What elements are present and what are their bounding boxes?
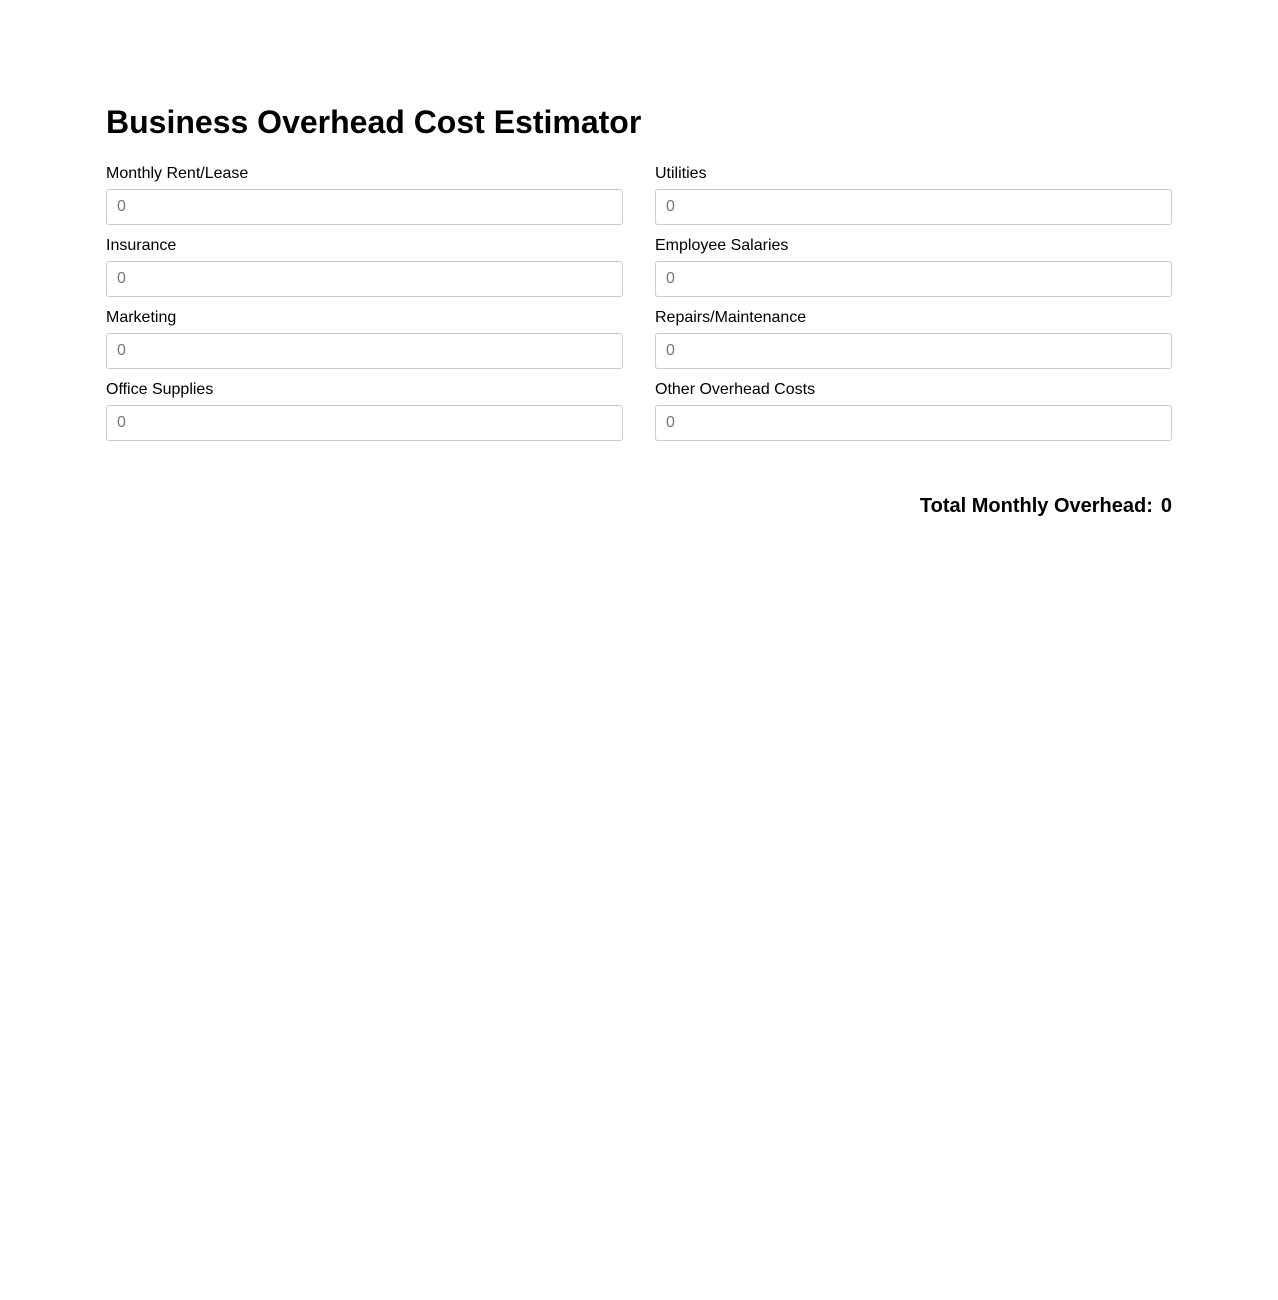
office-supplies-label: Office Supplies <box>106 381 214 398</box>
utilities-input[interactable] <box>655 189 1172 225</box>
insurance-input[interactable] <box>106 261 623 297</box>
repairs-maintenance-label: Repairs/Maintenance <box>655 309 807 326</box>
total-value: 0 <box>1160 495 1172 517</box>
field-insurance <box>106 237 623 297</box>
other-overhead-label: Other Overhead Costs <box>655 381 816 398</box>
field-employee-salaries <box>655 237 1172 297</box>
utilities-label: Utilities <box>655 165 707 182</box>
employee-salaries-input[interactable] <box>655 261 1172 297</box>
other-overhead-input[interactable] <box>655 405 1172 441</box>
cost-fields-grid <box>106 165 1172 441</box>
field-repairs-maintenance <box>655 309 1172 369</box>
field-utilities <box>655 165 1172 225</box>
field-monthly-rent <box>106 165 623 225</box>
monthly-rent-input[interactable] <box>106 189 623 225</box>
repairs-maintenance-input[interactable] <box>655 333 1172 369</box>
marketing-label: Marketing <box>106 309 177 326</box>
total-monthly-overhead <box>106 494 1172 518</box>
field-marketing <box>106 309 623 369</box>
field-other-overhead <box>655 381 1172 441</box>
field-office-supplies <box>106 381 623 441</box>
monthly-rent-label: Monthly Rent/Lease <box>106 165 249 182</box>
page-title: Business Overhead Cost Estimator <box>106 104 642 140</box>
total-label: Total Monthly Overhead: <box>919 495 1153 517</box>
marketing-input[interactable] <box>106 333 623 369</box>
office-supplies-input[interactable] <box>106 405 623 441</box>
insurance-label: Insurance <box>106 237 177 254</box>
employee-salaries-label: Employee Salaries <box>655 237 789 254</box>
estimator-container <box>106 100 1172 518</box>
